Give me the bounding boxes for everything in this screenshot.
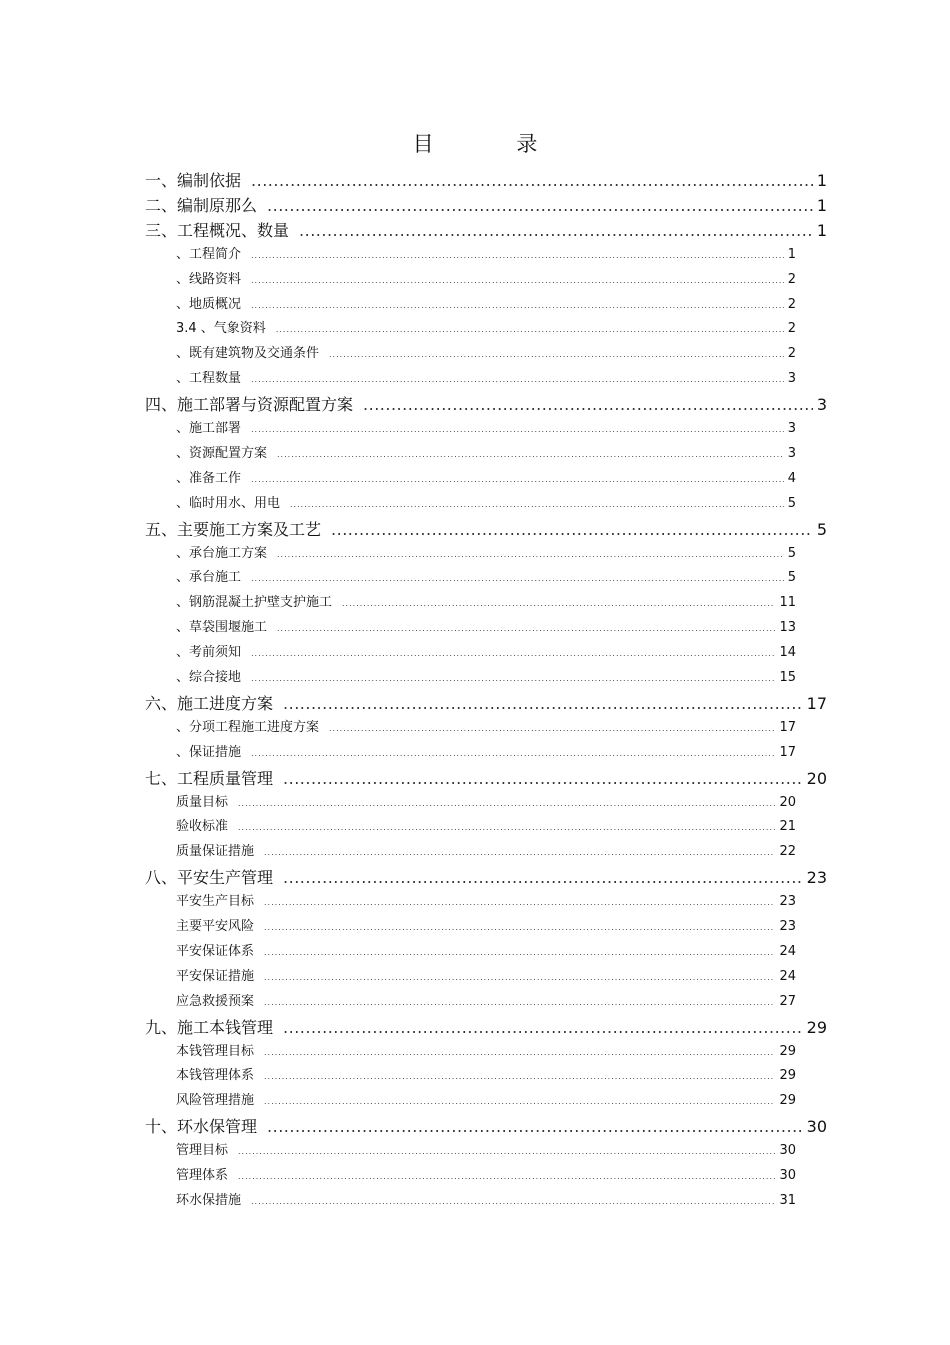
toc-page-number: 5 (787, 545, 796, 561)
toc-entry-label: 、工程简介 (176, 246, 242, 262)
toc-entry-label: 、保证措施 (176, 744, 242, 760)
toc-entry-label: 六、施工进度方案 (145, 693, 274, 713)
toc-section-entry[interactable] (145, 766, 827, 789)
dot-leader (251, 649, 775, 658)
toc-page-number: 20 (779, 794, 796, 810)
toc-entry-label: 本钱管理目标 (176, 1043, 255, 1059)
toc-subsection-entry[interactable] (176, 1040, 796, 1059)
toc-page-number: 29 (779, 1068, 796, 1084)
dot-leader (251, 171, 813, 190)
toc-page-number: 3 (787, 371, 796, 387)
toc-entry-label: 、施工部署 (176, 421, 242, 436)
toc-subsection-entry[interactable] (176, 965, 796, 984)
toc-page-number: 30 (779, 1143, 796, 1159)
dot-leader (277, 624, 775, 633)
toc-page-number: 20 (806, 768, 827, 788)
toc-subsection-entry[interactable] (176, 791, 796, 810)
dot-leader (238, 823, 775, 832)
toc-entry-label: 管理目标 (176, 1143, 229, 1159)
toc-page-number: 21 (779, 819, 796, 835)
dot-leader (329, 350, 784, 359)
toc-subsection-entry[interactable] (176, 591, 796, 610)
toc-entry-label: 、准备工作 (176, 470, 242, 486)
toc-subsection-entry[interactable] (176, 990, 796, 1009)
dot-leader (264, 898, 775, 907)
toc-page-number: 11 (779, 595, 796, 611)
toc-subsection-entry[interactable] (176, 1139, 796, 1158)
toc-page-number: 30 (806, 1117, 827, 1137)
dot-leader (267, 196, 813, 215)
toc-page-number: 30 (779, 1168, 796, 1183)
dot-leader (251, 251, 784, 260)
dot-leader (283, 1018, 803, 1037)
toc-page-number: 15 (779, 670, 796, 685)
toc-subsection-entry[interactable] (176, 268, 796, 287)
toc-subsection-entry[interactable] (176, 442, 796, 461)
toc-subsection-entry[interactable] (176, 915, 796, 934)
toc-page-number: 22 (779, 844, 796, 860)
toc-subsection-entry[interactable] (176, 890, 796, 909)
dot-leader (264, 973, 775, 982)
toc-page-number: 1 (816, 171, 827, 190)
toc-entry-label: 本钱管理体系 (176, 1068, 255, 1084)
toc-page-number: 14 (779, 645, 796, 661)
toc-entry-label: 四、施工部署与资源配置方案 (145, 395, 354, 415)
toc-page-number: 31 (779, 1192, 796, 1208)
toc-subsection-entry[interactable] (176, 716, 796, 735)
toc-page-number: 5 (787, 495, 796, 511)
toc-page-number: 23 (779, 919, 796, 934)
toc-page-number: 24 (779, 943, 796, 959)
toc-entry-label: 九、施工本钱管理 (145, 1017, 274, 1037)
dot-leader (264, 998, 775, 1007)
toc-subsection-entry[interactable] (176, 815, 796, 834)
toc-section-entry[interactable] (145, 517, 827, 540)
dot-leader (277, 550, 784, 559)
toc-subsection-entry[interactable] (176, 1089, 796, 1108)
toc-entry-label: 质量目标 (176, 794, 229, 810)
dot-leader (251, 425, 784, 434)
toc-section-entry[interactable] (145, 865, 827, 888)
dot-leader (283, 694, 803, 713)
dot-leader (251, 574, 784, 583)
dot-leader (251, 301, 784, 310)
toc-subsection-entry[interactable] (176, 641, 796, 660)
toc-entry-label: 环水保措施 (176, 1192, 242, 1208)
toc-section-entry[interactable] (145, 193, 827, 216)
dot-leader (264, 1048, 775, 1057)
toc-subsection-entry[interactable] (176, 1189, 796, 1208)
toc-entry-label: 质量保证措施 (176, 844, 255, 860)
toc-subsection-entry[interactable] (176, 342, 796, 361)
dot-leader (363, 395, 813, 414)
toc-page-number: 1 (816, 220, 827, 240)
toc-section-entry[interactable] (145, 1015, 827, 1038)
toc-subsection-entry[interactable] (176, 467, 796, 486)
toc-section-entry[interactable] (145, 392, 827, 415)
toc-entry-label: 三、工程概况、数量 (145, 220, 290, 240)
toc-entry-label: 平安保证体系 (176, 943, 255, 959)
dot-leader (290, 500, 784, 509)
toc-subsection-entry[interactable] (176, 566, 796, 585)
toc-entry-label: 五、主要施工方案及工艺 (145, 519, 322, 539)
toc-entry-label: 七、工程质量管理 (145, 768, 274, 788)
toc-entry-label: 平安生产目标 (176, 894, 255, 910)
dot-leader (283, 769, 803, 788)
toc-entry-label: 、临时用水、用电 (176, 495, 281, 511)
toc-entry-label: 管理体系 (176, 1168, 229, 1183)
toc-page-number: 27 (779, 993, 796, 1009)
toc-entry-label: 、工程数量 (176, 371, 242, 387)
toc-page-number: 4 (787, 470, 796, 486)
toc-subsection-entry[interactable] (176, 1064, 796, 1083)
toc-subsection-entry[interactable] (176, 317, 796, 336)
toc-entry-label: 、分项工程施工进度方案 (176, 719, 320, 735)
toc-entry-label: 二、编制原那么 (145, 195, 258, 215)
toc-subsection-entry[interactable] (176, 542, 796, 561)
toc-page-number: 2 (787, 296, 796, 312)
toc-subsection-entry[interactable] (176, 616, 796, 635)
dot-leader (329, 724, 775, 733)
toc-entry-label: 、承台施工 (176, 570, 242, 586)
toc-page-number: 17 (779, 744, 796, 760)
toc-entry-label: 八、平安生产管理 (145, 868, 274, 888)
dot-leader (238, 1147, 775, 1156)
toc-page-number: 2 (787, 321, 796, 337)
toc-page-number: 1 (787, 246, 796, 262)
toc-page-number: 5 (816, 519, 827, 539)
toc-entry-label: 、考前须知 (176, 645, 242, 661)
dot-leader (264, 1097, 775, 1106)
dot-leader (267, 1117, 803, 1136)
dot-leader (238, 799, 775, 808)
toc-page-number: 3 (787, 421, 796, 436)
toc-entry-label: 、资源配置方案 (176, 445, 268, 461)
dot-leader (251, 674, 775, 683)
toc-entry-label: 、线路资料 (176, 271, 242, 287)
toc-entry-label: 、综合接地 (176, 670, 242, 685)
dot-leader (238, 1172, 775, 1181)
toc-entry-label: 十、环水保管理 (145, 1117, 258, 1137)
toc-entry-label: 平安保证措施 (176, 968, 255, 984)
toc-page-number: 3 (816, 395, 827, 415)
toc-page-number: 5 (787, 570, 796, 586)
dot-leader (283, 868, 803, 887)
toc-section-entry[interactable] (145, 1114, 827, 1137)
toc-entry-label: 、既有建筑物及交通条件 (176, 346, 320, 362)
toc-entry-label: 、地质概况 (176, 296, 242, 312)
toc-page-number: 24 (779, 968, 796, 984)
toc-subsection-entry[interactable] (176, 417, 796, 436)
dot-leader (251, 1197, 775, 1206)
toc-page-number: 29 (779, 1043, 796, 1059)
toc-page-number: 2 (787, 346, 796, 362)
toc-subsection-entry[interactable] (176, 940, 796, 959)
toc-entry-label: 风险管理措施 (176, 1093, 255, 1109)
dot-leader (277, 450, 784, 459)
dot-leader (264, 948, 775, 957)
toc-page-number: 23 (779, 894, 796, 910)
toc-entry-label: 、承台施工方案 (176, 545, 268, 561)
toc-page-number: 13 (779, 620, 796, 636)
dot-leader (331, 520, 813, 539)
toc-subsection-entry[interactable] (176, 666, 796, 685)
toc-section-entry[interactable] (145, 218, 827, 241)
toc-page-number: 3 (787, 445, 796, 461)
toc-page-number: 17 (806, 693, 827, 713)
toc-entry-label: 、钢筋混凝土护壁支护施工 (176, 595, 333, 611)
toc-page-number: 29 (779, 1093, 796, 1109)
dot-leader (264, 848, 775, 857)
toc-subsection-entry[interactable] (176, 293, 796, 312)
toc-entry-label: 3.4 、气象资料 (176, 321, 266, 337)
toc-subsection-entry[interactable] (176, 741, 796, 760)
dot-leader (251, 276, 784, 285)
toc-page-number: 1 (816, 195, 827, 215)
toc-page-number: 2 (787, 271, 796, 287)
toc-page-number: 23 (806, 868, 827, 888)
toc-entry-label: 应急救援预案 (176, 993, 255, 1009)
toc-subsection-entry[interactable] (176, 243, 796, 262)
dot-leader (342, 599, 775, 608)
toc-subsection-entry[interactable] (176, 492, 796, 511)
toc-section-entry[interactable] (145, 691, 827, 714)
toc-entry-label: 一、编制依据 (145, 171, 242, 190)
dot-leader (299, 221, 813, 240)
toc-section-entry[interactable] (145, 168, 827, 191)
dot-leader (276, 325, 784, 334)
toc-entry-label: 主要平安风险 (176, 919, 255, 934)
toc-subsection-entry[interactable] (176, 367, 796, 386)
dot-leader (264, 1072, 775, 1081)
toc-subsection-entry[interactable] (176, 840, 796, 859)
page-title: 目 录 (412, 132, 576, 156)
dot-leader (251, 375, 784, 384)
dot-leader (264, 923, 775, 932)
toc-entry-label: 验收标准 (176, 819, 229, 835)
toc-entry-label: 、草袋围堰施工 (176, 620, 268, 636)
dot-leader (251, 749, 775, 758)
toc-page-number: 29 (806, 1017, 827, 1037)
toc-subsection-entry[interactable] (176, 1164, 796, 1183)
dot-leader (251, 475, 784, 484)
toc-page-number: 17 (779, 719, 796, 735)
